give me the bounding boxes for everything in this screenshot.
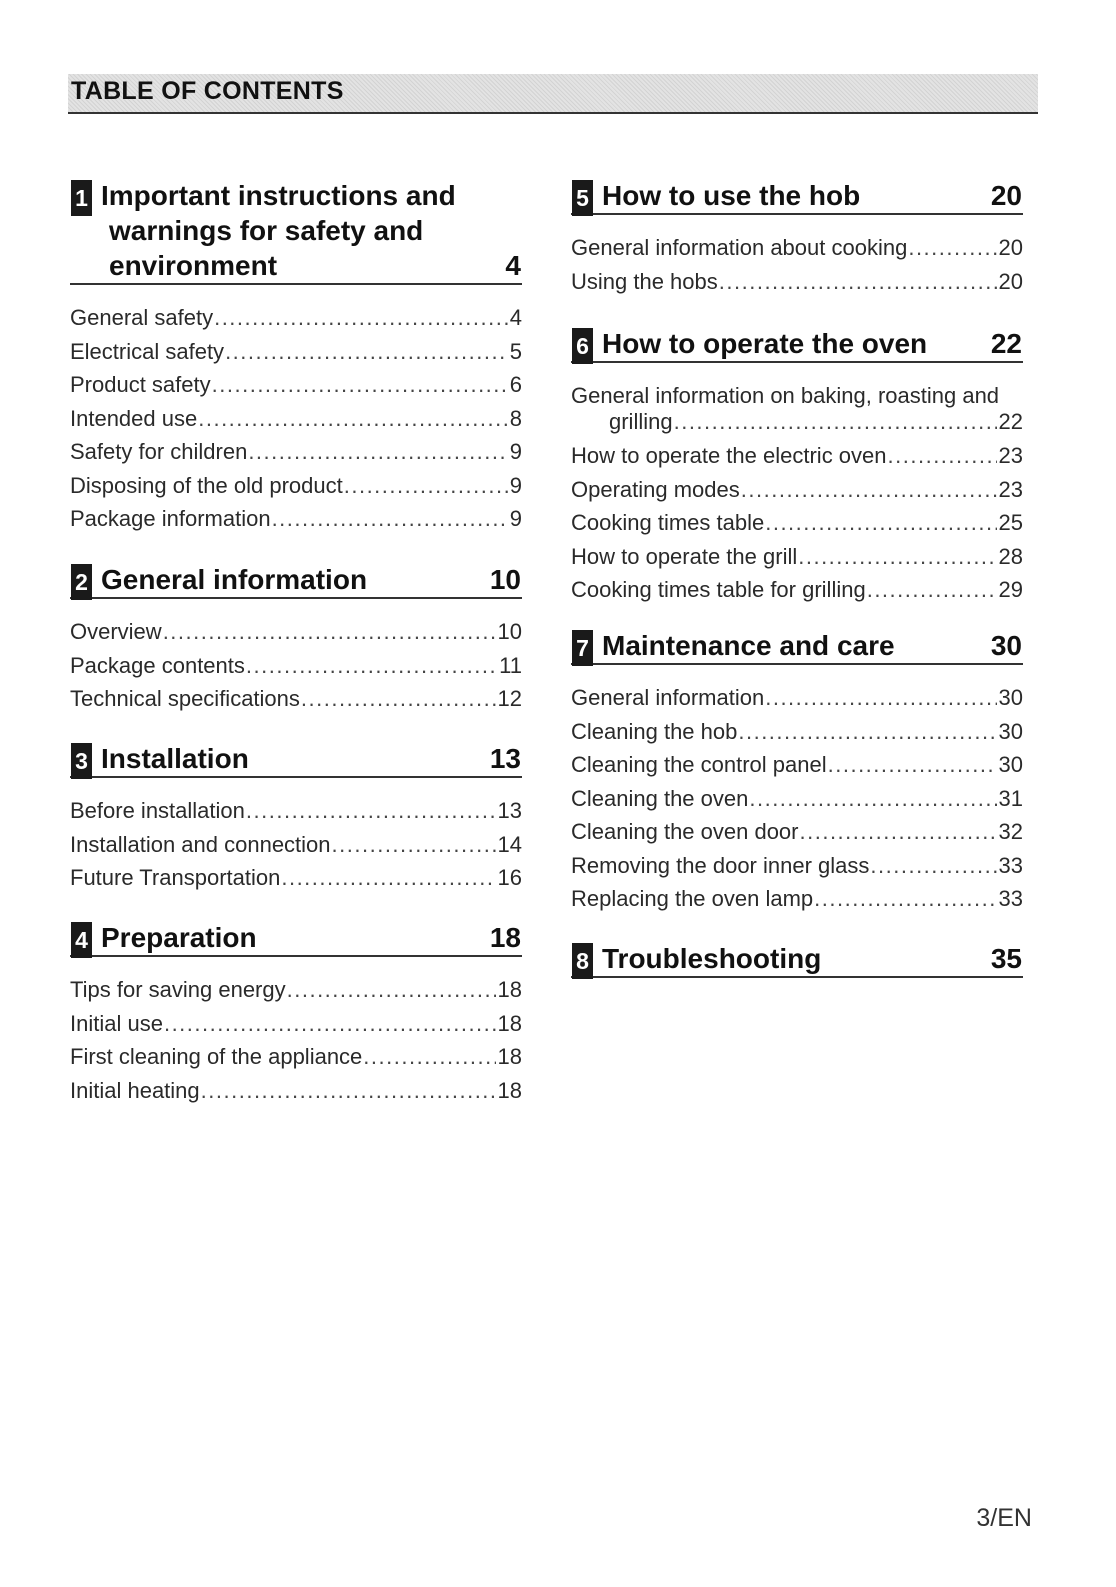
page-title: TABLE OF CONTENTS: [71, 77, 344, 105]
dot-leader: [214, 305, 508, 331]
toc-entry[interactable]: [70, 798, 522, 832]
section-number-badge: 3: [71, 743, 92, 779]
toc-entry-label: General information about cooking: [571, 235, 908, 260]
dot-leader: [225, 339, 508, 365]
toc-entry[interactable]: [571, 886, 1023, 920]
toc-entry[interactable]: [70, 372, 522, 406]
toc-entry-label: General information on baking, roasting and: [571, 383, 1000, 408]
section-page-number: 18: [489, 922, 521, 953]
toc-entry-page: 18: [497, 1044, 522, 1069]
toc-section: [70, 562, 522, 720]
toc-entry-label: Initial use: [70, 1010, 163, 1036]
toc-entry-label: Operating modes: [571, 476, 740, 502]
toc-entry-page: 30: [998, 718, 1023, 744]
toc-entry-label: grilling: [609, 409, 673, 434]
dot-leader: [798, 544, 996, 570]
toc-entry-label: Future Transportation: [70, 865, 281, 890]
toc-entry-list: [70, 305, 522, 540]
dot-leader: [363, 1044, 495, 1070]
section-number-badge: 4: [71, 922, 92, 958]
toc-entry[interactable]: [571, 235, 1023, 269]
section-number-badge: 6: [572, 328, 593, 364]
toc-entry-page: 31: [998, 785, 1023, 811]
toc-section: [70, 178, 522, 540]
toc-section: [70, 741, 522, 899]
toc-entry-label: How to operate the grill: [571, 543, 798, 569]
section-heading[interactable]: [70, 920, 522, 957]
dot-leader: [164, 1011, 496, 1037]
dot-leader: [765, 685, 996, 711]
toc-entry[interactable]: [70, 619, 522, 653]
toc-entry[interactable]: [70, 339, 522, 373]
section-heading[interactable]: [571, 178, 1023, 215]
toc-entry[interactable]: [70, 1011, 522, 1045]
toc-entry-page: 16: [497, 865, 522, 890]
toc-entry-label: How to operate the electric oven: [571, 443, 887, 468]
toc-entry[interactable]: [571, 544, 1023, 578]
section-number-badge: 2: [71, 564, 92, 600]
toc-entry-page: 5: [509, 338, 522, 364]
toc-entry-label: General safety: [70, 305, 214, 330]
toc-section: [571, 941, 1023, 978]
section-heading[interactable]: [70, 178, 522, 285]
section-title: General information: [101, 564, 368, 595]
toc-entry-page: 20: [998, 268, 1023, 294]
toc-entry-page: 9: [509, 506, 522, 531]
dot-leader: [344, 473, 508, 499]
toc-entry-label: Cleaning the hob: [571, 718, 738, 744]
toc-entry-label: Cleaning the oven door: [571, 819, 799, 844]
toc-entry-label: Initial heating: [70, 1077, 200, 1103]
dot-leader: [198, 406, 508, 432]
toc-entry-label: Electrical safety: [70, 338, 225, 364]
dot-leader: [212, 372, 508, 398]
toc-entry-label: Removing the door inner glass: [571, 852, 870, 878]
dot-leader: [246, 653, 497, 679]
dot-leader: [674, 409, 997, 435]
toc-entry[interactable]: [571, 443, 1023, 477]
toc-entry[interactable]: [70, 686, 522, 720]
section-number-badge: 8: [572, 943, 593, 979]
toc-entry[interactable]: [70, 473, 522, 507]
dot-leader: [272, 506, 508, 532]
dot-leader: [765, 510, 996, 536]
toc-entry-page: 6: [509, 372, 522, 397]
toc-entry[interactable]: [70, 406, 522, 440]
toc-entry[interactable]: [70, 506, 522, 540]
toc-entry[interactable]: [571, 819, 1023, 853]
section-title: Important instructions and warnings for safety and environment: [101, 180, 456, 281]
toc-entry-list: [70, 619, 522, 720]
toc-entry-page: 8: [509, 405, 522, 431]
toc-entry[interactable]: [70, 305, 522, 339]
toc-entry-label: Cooking times table for grilling: [571, 577, 866, 602]
toc-entry-list: [571, 685, 1023, 920]
section-title: How to use the hob: [602, 180, 861, 211]
section-heading[interactable]: [571, 628, 1023, 665]
toc-entry[interactable]: [571, 853, 1023, 887]
toc-entry-page: 30: [998, 685, 1023, 710]
toc-entry-continuation: [571, 409, 1023, 435]
toc-entry[interactable]: [571, 685, 1023, 719]
dot-leader: [301, 686, 496, 712]
toc-entry-label: Cooking times table: [571, 510, 765, 535]
toc-entry-label: Intended use: [70, 405, 198, 431]
toc-entry-label: Cleaning the oven: [571, 785, 749, 811]
toc-entry-label: First cleaning of the appliance: [70, 1044, 363, 1069]
dot-leader: [867, 577, 997, 603]
toc-entry-page: 25: [998, 510, 1023, 535]
section-number-badge: 5: [572, 180, 593, 216]
dot-leader: [246, 798, 496, 824]
section-number-badge: 7: [572, 630, 593, 666]
page-number: 3/EN: [976, 1504, 1032, 1532]
toc-entry-page: 13: [497, 798, 522, 823]
section-page-number: 35: [990, 943, 1022, 974]
toc-entry-label: Disposing of the old product: [70, 472, 343, 498]
toc-entry-page: 23: [998, 443, 1023, 468]
toc-entry[interactable]: [571, 786, 1023, 820]
toc-entry-list: [70, 977, 522, 1111]
toc-section: [70, 920, 522, 1111]
toc-entry-label: Cleaning the control panel: [571, 752, 827, 777]
section-page-number: 22: [990, 328, 1022, 359]
toc-entry-list: [571, 235, 1023, 302]
toc-entry[interactable]: [571, 752, 1023, 786]
section-page-number: 30: [990, 630, 1022, 661]
toc-entry-label: Replacing the oven lamp: [571, 886, 814, 911]
toc-entry-page: 10: [497, 619, 522, 644]
toc-entry-page: 33: [998, 886, 1023, 911]
toc-entry-label: Package information: [70, 506, 271, 531]
toc-entry[interactable]: [571, 510, 1023, 544]
section-title: How to operate the oven: [602, 328, 928, 359]
toc-section: [571, 326, 1023, 611]
section-number-badge: 1: [71, 180, 92, 216]
toc-entry-page: 9: [509, 439, 522, 464]
toc-entry-label: Safety for children: [70, 439, 248, 464]
toc-entry-page: 18: [497, 1077, 522, 1103]
toc-entry[interactable]: [70, 832, 522, 866]
toc-entry-page: 20: [998, 235, 1023, 260]
toc-entry-page: 28: [998, 543, 1023, 569]
dot-leader: [201, 1078, 496, 1104]
section-heading[interactable]: [70, 741, 522, 778]
dot-leader: [741, 477, 997, 503]
toc-section: [571, 628, 1023, 920]
section-heading[interactable]: [70, 562, 522, 599]
toc-entry-label: Overview: [70, 619, 162, 644]
dot-leader: [814, 886, 996, 912]
section-page-number: 4: [505, 250, 521, 281]
dot-leader: [738, 719, 996, 745]
section-title: Preparation: [101, 922, 257, 953]
toc-entry-page: 4: [509, 305, 522, 330]
toc-entry[interactable]: [70, 977, 522, 1011]
section-heading[interactable]: [571, 941, 1023, 978]
toc-entry-page: 30: [998, 752, 1023, 777]
toc-entry-page: 22: [998, 409, 1023, 434]
dot-leader: [888, 443, 997, 469]
toc-entry-page: 29: [998, 577, 1023, 602]
dot-leader: [908, 235, 996, 261]
toc-entry-list: [571, 383, 1023, 611]
toc-entry[interactable]: [571, 477, 1023, 511]
toc-entry-label: General information: [571, 685, 765, 710]
dot-leader: [719, 269, 997, 295]
section-title: Troubleshooting: [602, 943, 822, 974]
toc-entry[interactable]: [70, 1044, 522, 1078]
section-title: Maintenance and care: [602, 630, 895, 661]
toc-entry-label: Using the hobs: [571, 268, 718, 294]
dot-leader: [281, 865, 495, 891]
toc-entry-label: Package contents: [70, 652, 245, 678]
dot-leader: [163, 619, 496, 645]
toc-entry-list: [70, 798, 522, 899]
toc-entry-page: 18: [497, 1010, 522, 1036]
toc-entry-page: 14: [497, 831, 522, 857]
toc-entry[interactable]: [571, 719, 1023, 753]
toc-entry-label: Tips for saving energy: [70, 977, 286, 1002]
dot-leader: [287, 977, 496, 1003]
section-page-number: 10: [489, 564, 521, 595]
dot-leader: [749, 786, 996, 812]
toc-entry-label: Installation and connection: [70, 831, 331, 857]
dot-leader: [332, 832, 496, 858]
dot-leader: [828, 752, 997, 778]
toc-entry-page: 32: [998, 819, 1023, 844]
dot-leader: [248, 439, 507, 465]
toc-entry-page: 23: [998, 476, 1023, 502]
toc-header-bar: [68, 74, 1038, 114]
toc-entry-page: 33: [998, 852, 1023, 878]
dot-leader: [870, 853, 996, 879]
toc-entry[interactable]: [571, 383, 1023, 435]
section-page-number: 20: [990, 180, 1022, 211]
section-heading[interactable]: [571, 326, 1023, 363]
toc-entry-page: 18: [497, 977, 522, 1002]
section-page-number: 13: [489, 743, 521, 774]
toc-entry-page: 9: [509, 472, 522, 498]
toc-entry-page: 12: [497, 686, 522, 711]
toc-entry[interactable]: [571, 577, 1023, 611]
toc-entry[interactable]: [571, 269, 1023, 303]
toc-entry-label: Technical specifications: [70, 686, 300, 711]
section-title: Installation: [101, 743, 249, 774]
dot-leader: [800, 819, 997, 845]
toc-entry-page: 11: [499, 652, 522, 678]
toc-entry[interactable]: [70, 1078, 522, 1112]
toc-entry-label: Product safety: [70, 372, 211, 397]
toc-entry[interactable]: [70, 439, 522, 473]
toc-entry-label: Before installation: [70, 798, 245, 823]
toc-entry[interactable]: [70, 865, 522, 899]
toc-section: [571, 178, 1023, 302]
toc-entry[interactable]: [70, 653, 522, 687]
